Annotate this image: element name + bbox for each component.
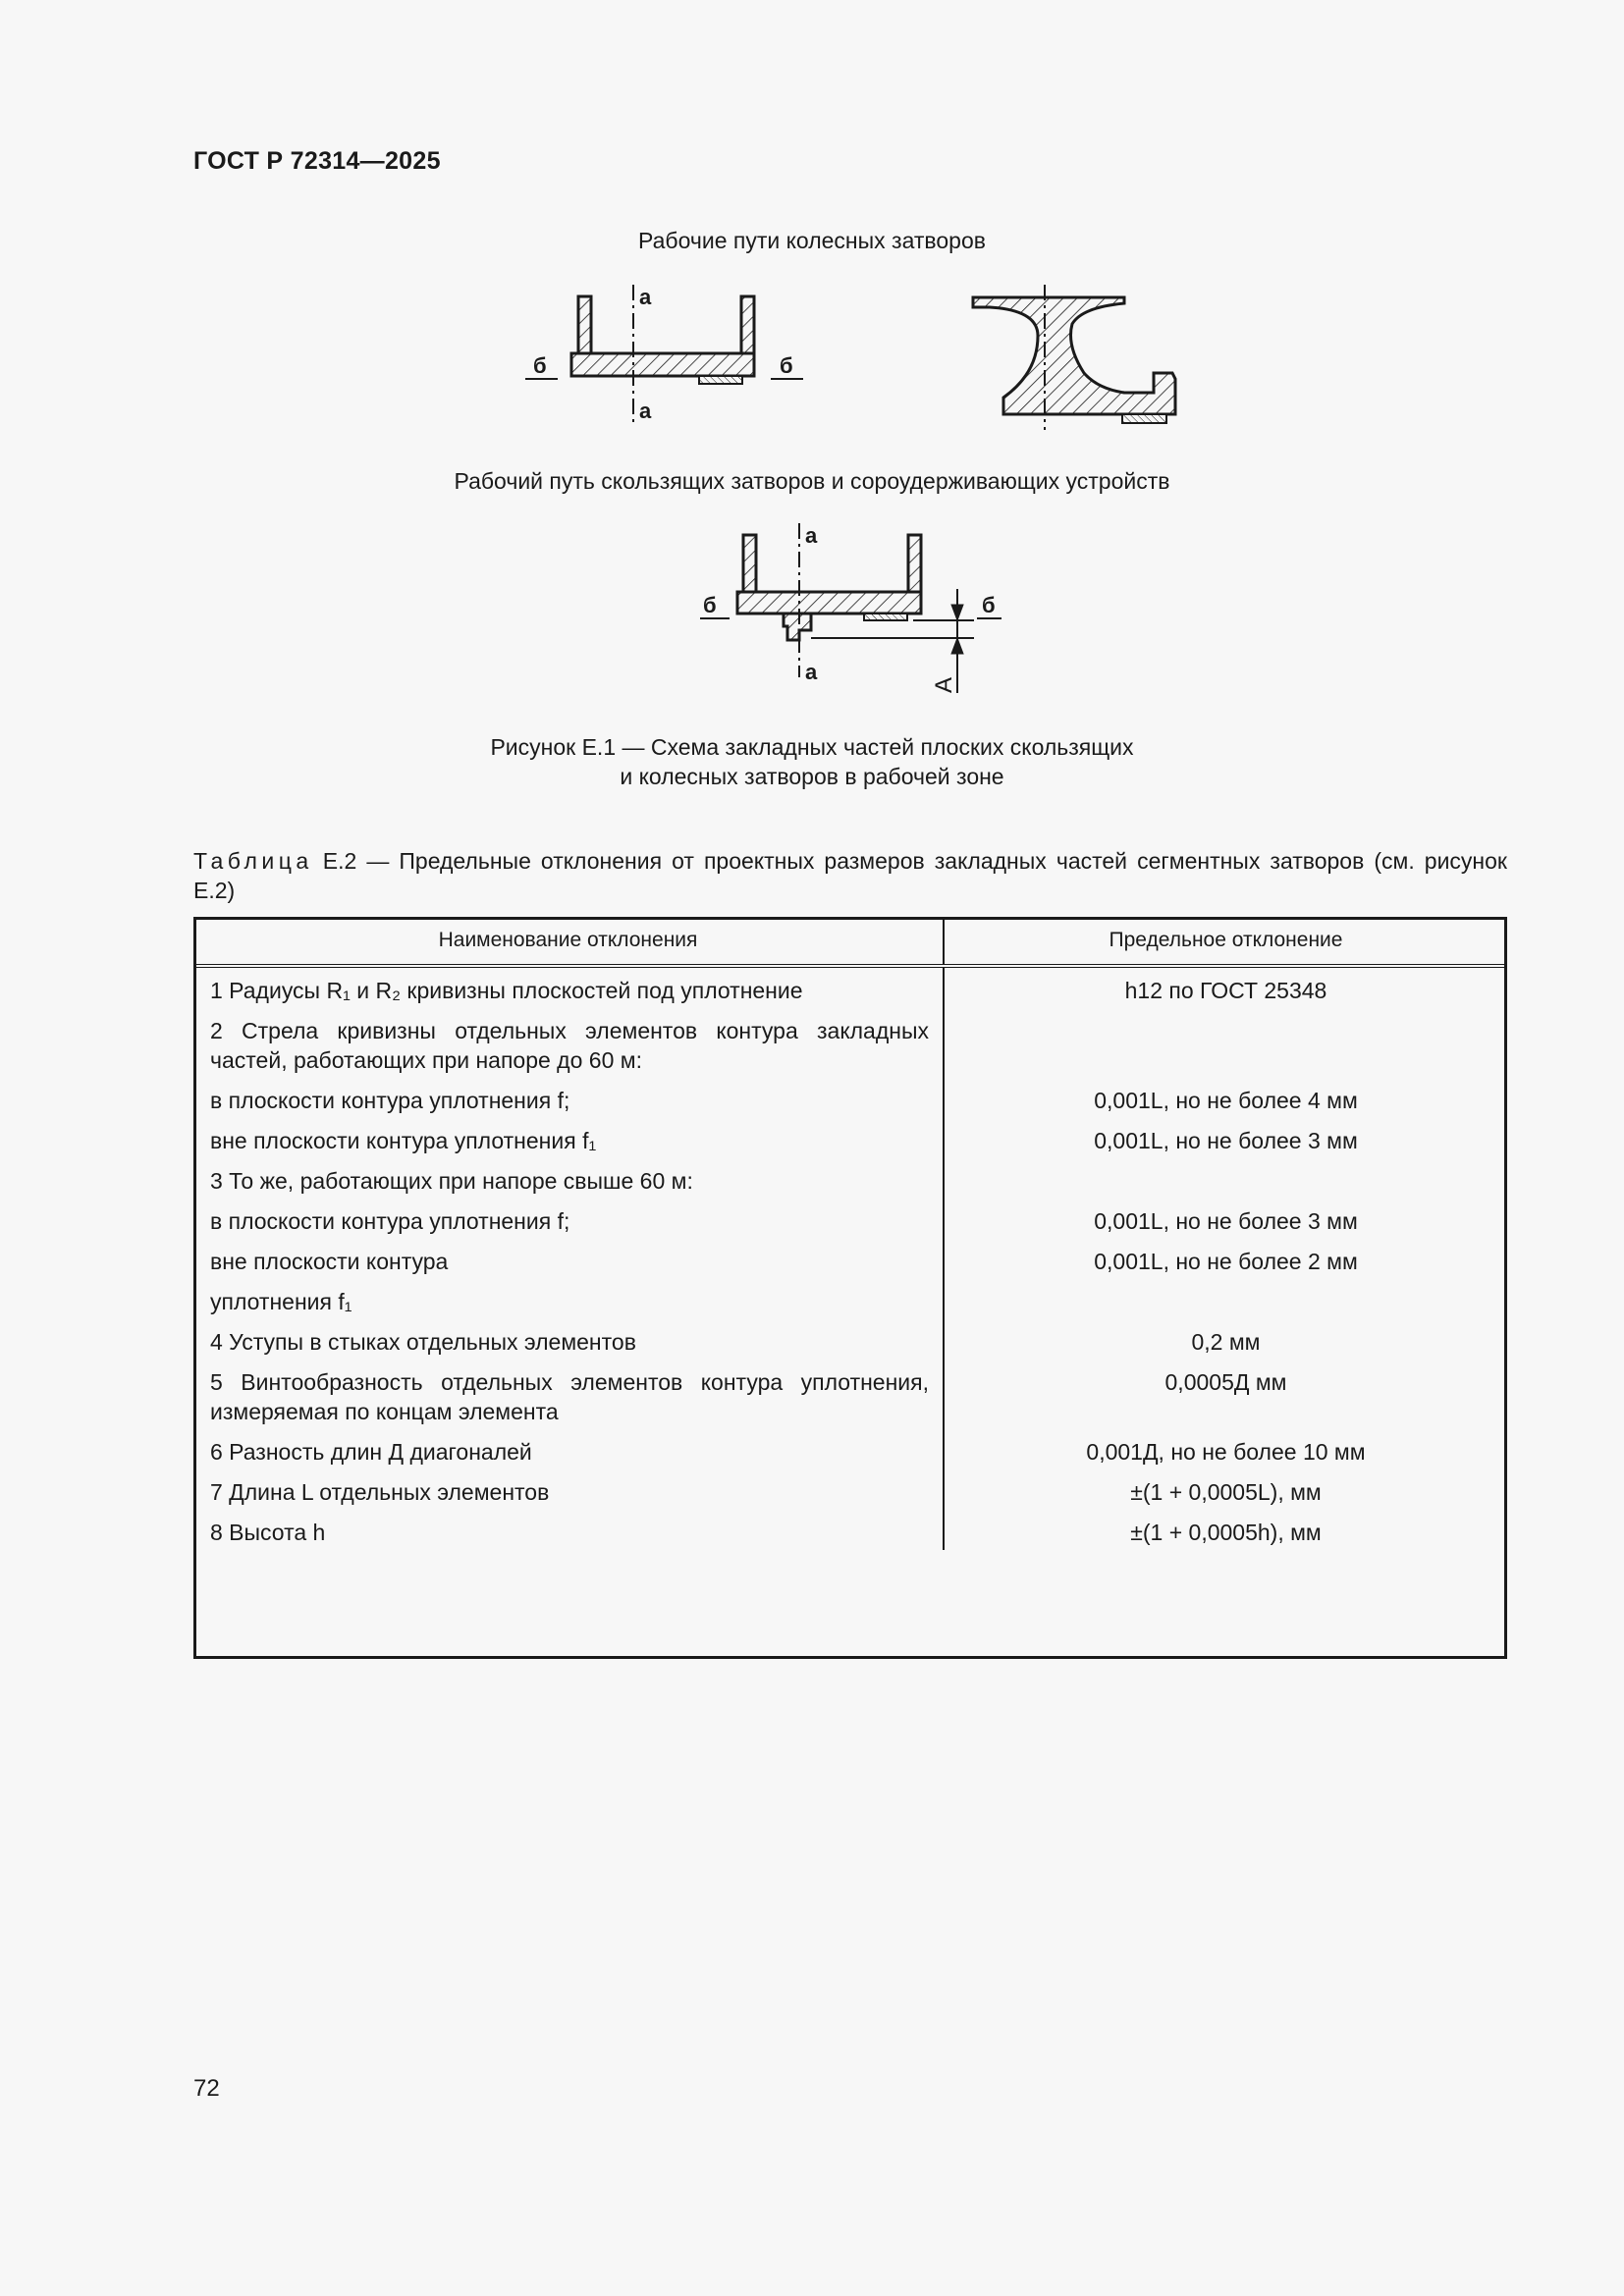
table-row (193, 1279, 1507, 1319)
table-header-row (193, 917, 1507, 966)
deviation-value-cell: 0,001L, но не более 4 мм (1094, 1088, 1358, 1113)
table-title (193, 846, 1507, 905)
table-row (193, 1078, 1507, 1118)
table-row (193, 1158, 1507, 1199)
deviation-value-cell: 0,001L, но не более 3 мм (1094, 1208, 1358, 1234)
dimension-label-A: А (931, 676, 957, 693)
channel-section-wheel-gate (525, 285, 803, 424)
deviation-name-cell: 5 Винтообразность отдельных элементов контура уплотнения, измеряемая по концам элемента (193, 1360, 944, 1429)
deviation-name-cell: вне плоскости контура (193, 1239, 944, 1279)
table-row (193, 966, 1507, 1008)
deviation-value-cell: ±(1 + 0,0005L), мм (1130, 1479, 1322, 1505)
page-number: 72 (193, 2075, 220, 2102)
section-label-b-left: б (533, 353, 547, 378)
deviation-name-cell: в плоскости контура уплотнения f; (193, 1078, 944, 1118)
table-row (193, 1319, 1507, 1360)
deviation-value-cell: 0,0005Д мм (1164, 1369, 1287, 1395)
channel-section-sliding-gate (700, 523, 1001, 693)
deviation-name-cell: 6 Разность длин Д диагоналей (193, 1429, 944, 1469)
deviation-value-cell (944, 1279, 1507, 1319)
table-title-text: Е.2 — Предельные отклонения от проектных размеров закладных частей сегментных затворов (см. рисунок Е.2) (193, 848, 1507, 903)
deviation-value-cell: 0,2 мм (1191, 1329, 1261, 1355)
rail-profile-wheel-gate (973, 285, 1175, 430)
gate-embedded-parts-figure (0, 0, 1624, 746)
deviation-name-cell: 3 То же, работающих при напоре свыше 60 м: (193, 1158, 944, 1199)
table-row (193, 1199, 1507, 1239)
table-row (193, 1429, 1507, 1469)
deviation-value-cell: 0,001Д, но не более 10 мм (1086, 1439, 1366, 1465)
deviation-name-cell: 1 Радиусы R₁ и R₂ кривизны плоскостей под уплотнение (193, 966, 944, 1008)
deviation-name-cell: 7 Длина L отдельных элементов (193, 1469, 944, 1510)
section-label-a-top: а (639, 285, 652, 309)
header-deviation-limit: Предельное отклонение (944, 917, 1507, 966)
deviation-name-cell: уплотнения f₁ (193, 1279, 944, 1319)
table-row (193, 1118, 1507, 1158)
deviation-value-cell: 0,001L, но не более 2 мм (1094, 1249, 1358, 1274)
deviation-name-cell: 8 Высота h (193, 1510, 944, 1550)
figure-subcaption-sliding-gates: Рабочий путь скользящих затворов и сороудерживающих устройств (454, 468, 1170, 494)
deviation-name-cell: в плоскости контура уплотнения f; (193, 1199, 944, 1239)
deviation-value-cell: 0,001L, но не более 3 мм (1094, 1128, 1358, 1153)
deviation-value-cell (944, 1158, 1507, 1199)
deviation-name-cell: 4 Уступы в стыках отдельных элементов (193, 1319, 944, 1360)
section-label-b-right: б (780, 353, 793, 378)
document-header: ГОСТ Р 72314—2025 (193, 147, 441, 175)
figure-subcaption-wheel-gates: Рабочие пути колесных затворов (638, 228, 986, 253)
table-row (193, 1469, 1507, 1510)
table-row (193, 1239, 1507, 1279)
table-row (193, 1008, 1507, 1078)
deviation-value-cell (944, 1008, 1507, 1078)
header-deviation-name: Наименование отклонения (193, 917, 944, 966)
deviation-name-cell: 2 Стрела кривизны отдельных элементов контура закладных частей, работающих при напоре до 60 м: (193, 1008, 944, 1078)
table-row (193, 1510, 1507, 1550)
table-title-prefix: Таблица (193, 848, 313, 874)
figure-caption-line2: и колесных затворов в рабочей зоне (620, 764, 1004, 789)
section-label-b-right-sliding: б (982, 593, 996, 617)
figure-caption-line1: Рисунок Е.1 — Схема закладных частей плоских скользящих (490, 734, 1134, 760)
deviation-name-cell: вне плоскости контура уплотнения f₁ (193, 1118, 944, 1158)
section-label-a-bottom: а (639, 399, 652, 423)
section-label-a-top-sliding: а (805, 523, 818, 548)
deviation-table (193, 917, 1507, 1550)
deviation-value-cell: ±(1 + 0,0005h), мм (1130, 1520, 1322, 1545)
section-label-a-bottom-sliding: а (805, 660, 818, 684)
section-label-b-left-sliding: б (703, 593, 717, 617)
table-row (193, 1360, 1507, 1429)
deviation-value-cell: h12 по ГОСТ 25348 (1124, 978, 1327, 1003)
